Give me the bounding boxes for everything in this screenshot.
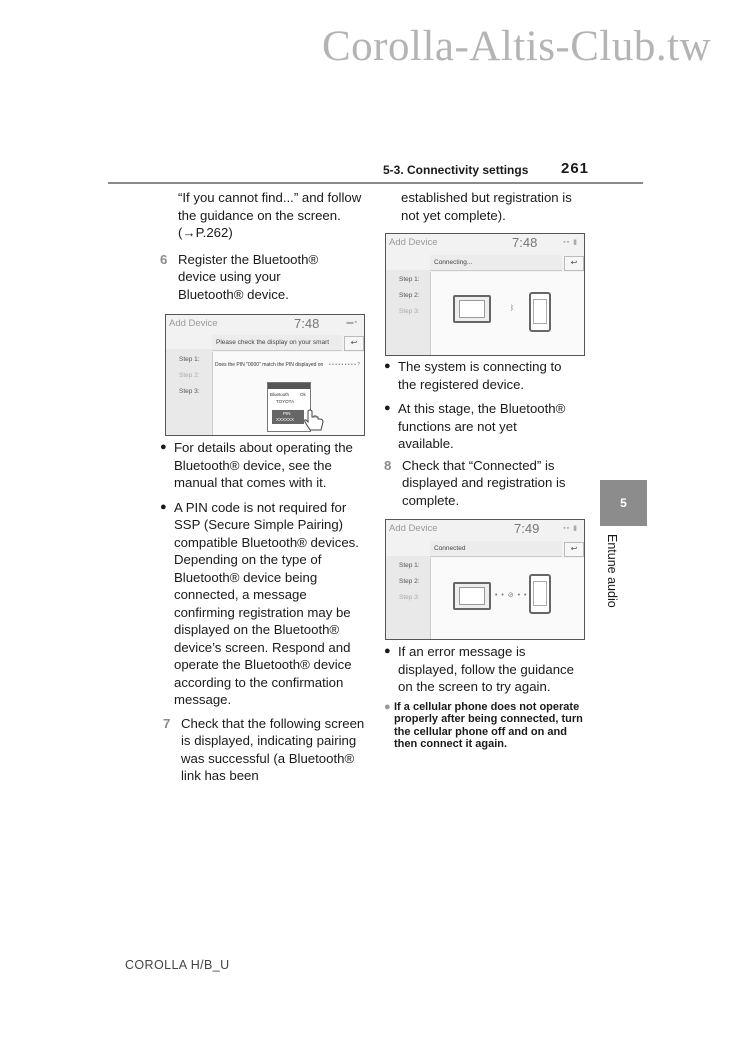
left-column-lower (160, 439, 365, 785)
status-icons: ▪▪ ▮ (563, 525, 578, 532)
back-icon: ↩ (564, 256, 584, 271)
screen-clock: 7:49 (514, 521, 540, 536)
bullet-dot-icon: ● (384, 360, 391, 372)
bullet-item (384, 400, 574, 453)
bullet-text: A PIN code is not required for SSP (Secure Simple Pairing) compatible Bluetooth® devices. Depending on the type of Bluetooth® device being connected, a message confirming registration may be displayed on the Bluetooth® device’s screen. Respond and operate the Bluetooth® device according to the confirmation message. (174, 499, 359, 707)
step-8 (384, 457, 582, 510)
right-column-middle (384, 358, 574, 509)
bullet-dot-icon: ● (384, 402, 391, 414)
step-label: Step 3: (399, 594, 420, 601)
pin-dots: • • • • • • • • • ? (329, 362, 361, 368)
bullet-item (384, 643, 578, 696)
status-icons: ▪▪ ▮ (563, 239, 578, 246)
step-label: Step 1: (399, 562, 420, 569)
screen-header (386, 520, 584, 538)
back-icon: ↩ (344, 336, 364, 351)
phone-icon (529, 292, 551, 332)
watermark: Corolla-Altis-Club.tw (322, 23, 712, 70)
step-text: Check that “Connected” is displayed and registration is complete. (402, 457, 566, 508)
note-item (384, 701, 586, 751)
phone-icon (529, 574, 551, 614)
phone-ok-text: Ok (300, 392, 306, 397)
chapter-tab (600, 480, 647, 526)
pin-question: Does the PIN "0000" match the PIN displayed on (215, 362, 324, 368)
hand-pointer-icon (303, 408, 327, 434)
section-title: 5-3. Connectivity settings (383, 163, 529, 177)
screen-clock: 7:48 (512, 235, 538, 250)
connected-screenshot (385, 519, 585, 640)
step-text: Register the Bluetooth® device using your Bluetooth® device. (178, 251, 319, 302)
step-label: Step 1: (179, 356, 200, 363)
head-unit-icon (453, 295, 491, 323)
step-label: Step 3: (179, 388, 200, 395)
step-number: 8 (384, 457, 392, 473)
screen-title: Add Device (389, 237, 438, 248)
bullet-text: At this stage, the Bluetooth® functions are not yet available. (398, 401, 566, 451)
bullet-text: For details about operating the Bluetooth® device, see the manual that comes with it. (174, 440, 353, 490)
left-column (160, 189, 365, 303)
bullet-text: The system is connecting to the registered device. (398, 359, 562, 392)
content-panel (212, 352, 365, 435)
screen-message: Connected (430, 541, 562, 557)
content-panel (430, 558, 585, 639)
screen-clock: 7:48 (294, 316, 320, 331)
connecting-screenshot (385, 233, 585, 356)
bluetooth-icon: ᛒ (510, 305, 515, 312)
continued-text: established but registration is not yet complete). (401, 190, 572, 223)
continued-text: “If you cannot find...” and follow the guidance on the screen. (→P.262) (178, 190, 362, 240)
screen-header (166, 315, 364, 333)
step-label: Step 3: (399, 308, 420, 315)
screen-title: Add Device (169, 318, 218, 329)
chapter-number: 5 (620, 496, 627, 510)
step-label: Step 2: (399, 292, 420, 299)
bullet-text: If an error message is displayed, follow the guidance on the screen to try again. (398, 644, 574, 694)
note-text: If a cellular phone does not operate properly after being connected, turn the cellular phone off and on and then connect it again. (394, 700, 583, 750)
bullet-item (384, 358, 574, 393)
step-number: 7 (163, 715, 171, 731)
screen-message: Please check the display on your smart (212, 335, 342, 351)
phone-toyota-text: TOYOTA (276, 399, 295, 404)
step-text: Check that the following screen is displayed, indicating pairing was successful (a Bluetooth® link has been (181, 715, 365, 783)
step-label: Step 1: (399, 276, 420, 283)
step-6 (160, 251, 328, 304)
bullet-item (160, 439, 365, 492)
pin-confirm-screenshot (165, 314, 365, 436)
page-number: 261 (561, 160, 590, 177)
bullet-dot-icon: ● (384, 645, 391, 657)
note-dot-icon: ● (384, 700, 391, 713)
step-label: Step 2: (399, 578, 420, 585)
connected-link-icon: • • ⊘ • • (495, 592, 528, 599)
phone-bluetooth-text: Bluetooth (270, 392, 290, 397)
phone-dialog-bar (268, 383, 310, 389)
bullet-dot-icon: ● (160, 441, 167, 453)
step-label: Step 2: (179, 372, 200, 379)
pin-code: XXXXXX (276, 417, 295, 422)
bullet-dot-icon: ● (160, 500, 167, 513)
content-panel (430, 272, 585, 355)
step-number: 6 (160, 251, 168, 267)
screen-message: Connecting... (430, 255, 562, 271)
bullet-item (160, 499, 365, 709)
step-7 (163, 715, 365, 785)
head-unit-icon (453, 582, 491, 610)
pin-label: PIN (283, 411, 291, 416)
screen-header (386, 234, 584, 252)
footer-model: COROLLA H/B_U (125, 958, 230, 972)
screen-title: Add Device (389, 523, 438, 534)
right-column-top (401, 189, 586, 224)
header-rule (108, 182, 643, 184)
chapter-label: Entune audio (605, 534, 619, 608)
right-column-lower (384, 643, 584, 751)
signal-icon: ▬▪ (346, 319, 358, 326)
back-icon: ↩ (564, 542, 584, 557)
pin-box (272, 410, 304, 424)
